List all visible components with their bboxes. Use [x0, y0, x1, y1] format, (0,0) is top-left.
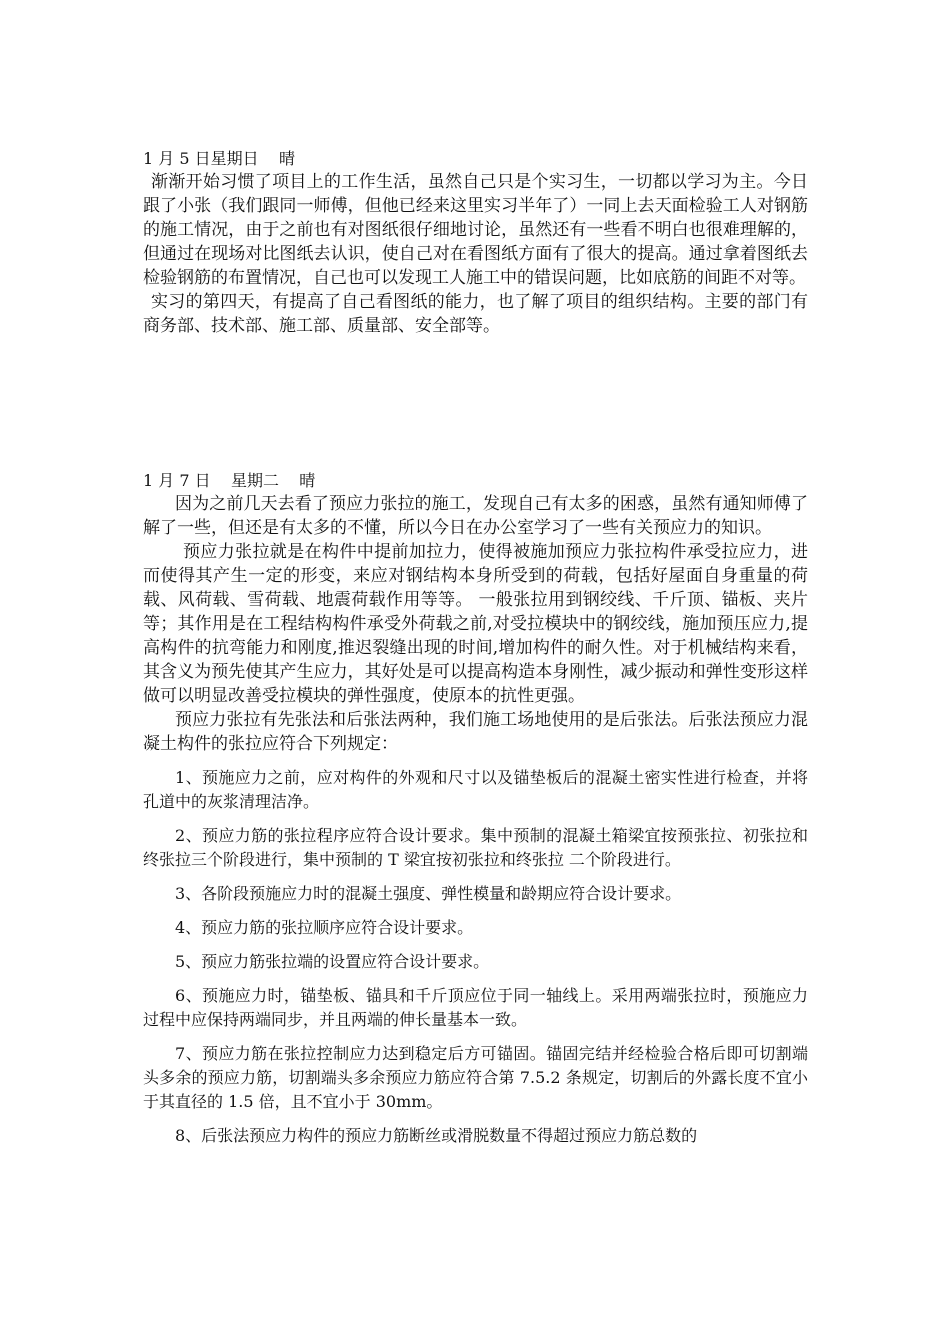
- entry-heading: 1 月 5 日星期日 晴: [143, 149, 295, 168]
- entry-paragraph: 预应力张拉就是在构件中提前加拉力，使得被施加预应力张拉构件承受拉应力，进而使得其产生一定的形变，来应对钢结构本身所受到的荷载，包括好屋面自身重量的荷载、风荷载、雪荷载、地震荷载作用等等。 一般张拉用到钢绞线、千斤顶、锚板、夹片等；其作用是在工程结构构件承受外荷载之前,对受拉模块中的钢绞线，施加预压应力,提高构件的抗弯能力和刚度,推迟裂缝出现的时间,增加构件的耐久性。对于机械结构来看，其含义为预先使其产生应力，其好处是可以提高构造本身刚性，减少振动和弹性变形这样做可以明显改善受拉模块的弹性强度，使原本的抗性更强。: [143, 542, 808, 706]
- rule-item: 2、预应力筋的张拉程序应符合设计要求。集中预制的混凝土箱梁宜按预张拉、初张拉和终张拉三个阶段进行，集中预制的 T 梁宜按初张拉和终张拉 二个阶段进行。: [143, 826, 808, 869]
- entry-paragraph: 实习的第四天，有提高了自己看图纸的能力，也了解了项目的组织结构。主要的部门有商务部、技术部、施工部、质量部、安全部等。: [143, 292, 808, 336]
- rule-item: 5、预应力筋张拉端的设置应符合设计要求。: [175, 952, 490, 971]
- diary-entry-jan-7: [143, 470, 808, 1158]
- entry-paragraph: 因为之前几天去看了预应力张拉的施工，发现自己有太多的困惑，虽然有通知师傅了解了一些，但还是有太多的不懂，所以今日在办公室学习了一些有关预应力的知识。: [143, 494, 808, 538]
- rule-item: 8、后张法预应力构件的预应力筋断丝或滑脱数量不得超过预应力筋总数的: [175, 1126, 698, 1145]
- diary-entry-jan-5: [143, 148, 808, 338]
- rule-item: 1、预施应力之前，应对构件的外观和尺寸以及锚垫板后的混凝土密实性进行检查，并将孔道中的灰浆清理洁净。: [143, 768, 808, 811]
- rule-item: 7、预应力筋在张拉控制应力达到稳定后方可锚固。锚固完结并经检验合格后即可切割端头多余的预应力筋，切割端头多余预应力筋应符合第 7.5.2 条规定，切割后的外露长度不宜小于其直径的 1.5 倍，且不宜小于 30mm。: [143, 1044, 808, 1111]
- rule-item: 3、各阶段预施应力时的混凝土强度、弹性模量和龄期应符合设计要求。: [175, 884, 682, 903]
- entry-paragraph: 渐渐开始习惯了项目上的工作生活，虽然自己只是个实习生，一切都以学习为主。今日跟了小张（我们跟同一师傅，但他已经来这里实习半年了）一同上去天面检验工人对钢筋的施工情况，由于之前也有对图纸很仔细地讨论，虽然还有一些看不明白也很难理解的，但通过在现场对比图纸去认识，使自己对在看图纸方面有了很大的提高。通过拿着图纸去检验钢筋的布置情况，自己也可以发现工人施工中的错误问题，比如底筋的间距不对等。: [143, 172, 808, 288]
- entry-paragraph: 预应力张拉有先张法和后张法两种，我们施工场地使用的是后张法。后张法预应力混凝土构件的张拉应符合下列规定：: [143, 710, 808, 754]
- rule-item: 4、预应力筋的张拉顺序应符合设计要求。: [175, 918, 474, 937]
- rule-item: 6、预施应力时，锚垫板、锚具和千斤顶应位于同一轴线上。采用两端张拉时，预施应力过程中应保持两端同步，并且两端的伸长量基本一致。: [143, 986, 808, 1029]
- entry-heading: 1 月 7 日 星期二 晴: [143, 471, 316, 490]
